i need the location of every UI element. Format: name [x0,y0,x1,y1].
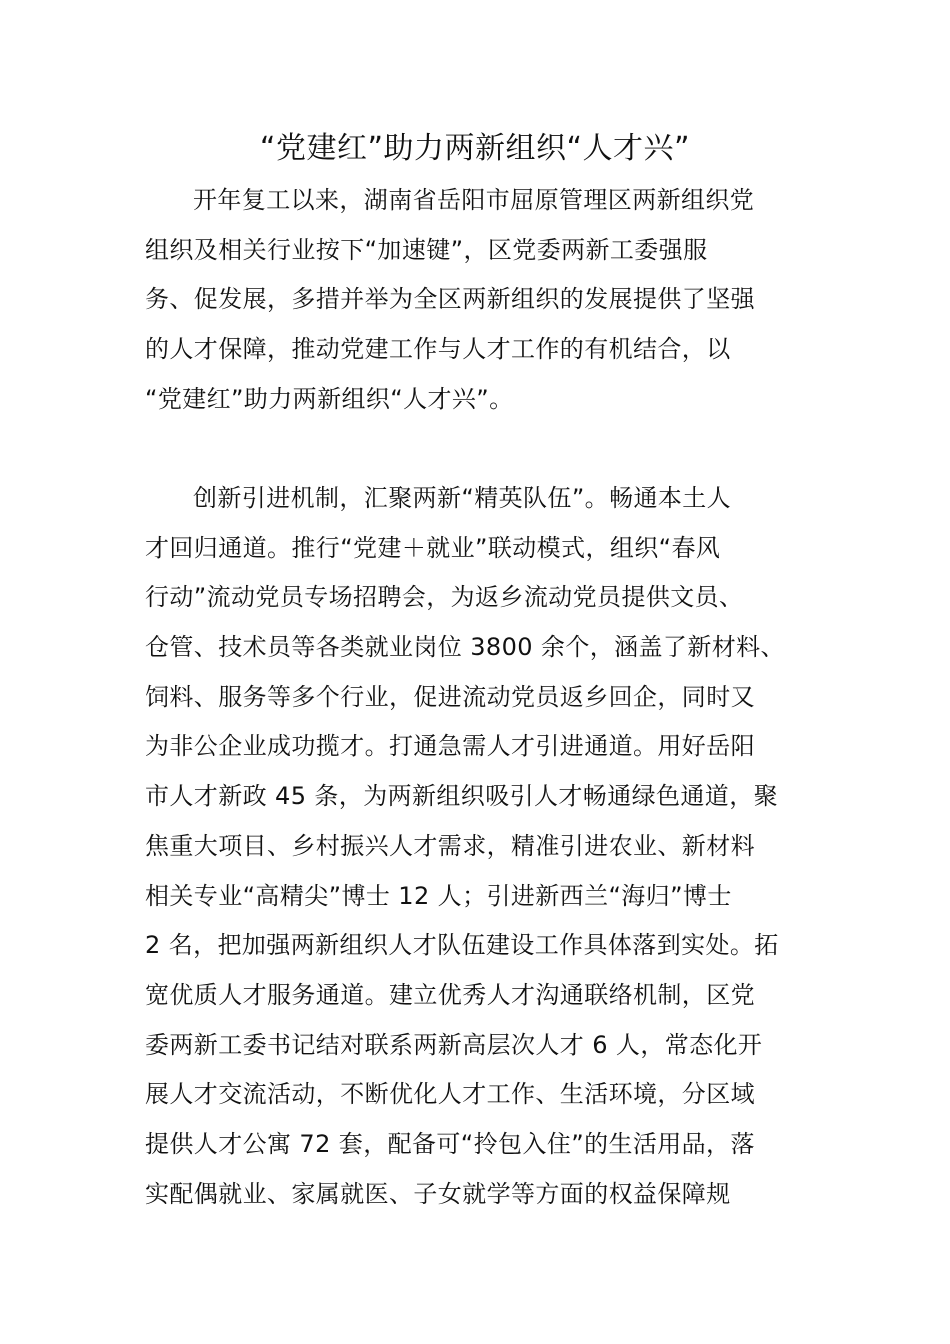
paragraph-line: 宽优质人才服务通道。建立优秀人才沟通联络机制，区党 [145,980,755,1009]
paragraph-line: 创新引进机制，汇聚两新“精英队伍”。畅通本土人 [193,484,732,512]
paragraph-line: 展人才交流活动，不断优化人才工作、生活环境，分区域 [145,1080,755,1109]
paragraph-line: 行动”流动党员专场招聘会，为返乡流动党员提供文员、 [145,583,744,612]
paragraph-line: 2 名，把加强两新组织人才队伍建设工作具体落到实处。拓 [145,931,779,960]
paragraph-line: 仓管、技术员等各类就业岗位 3800 余个，涵盖了新材料、 [145,633,785,662]
paragraph-line: 的人才保障，推动党建工作与人才工作的有机结合，以 [145,335,731,364]
paragraph-line: 提供人才公寓 72 套，配备可“拎包入住”的生活用品，落 [145,1129,755,1158]
paragraph-line: 为非公企业成功揽才。打通急需人才引进通道。用好岳阳 [145,732,755,761]
paragraph-line: 务、促发展，多措并举为全区两新组织的发展提供了坚强 [145,285,755,314]
paragraph-intro [145,176,807,424]
paragraph-talent-mechanism [145,474,807,1219]
paragraph-line: 焦重大项目、乡村振兴人才需求，精准引进农业、新材料 [145,831,755,860]
paragraph-line: 开年复工以来，湖南省岳阳市屈原管理区两新组织党 [193,186,755,214]
paragraph-line: 才回归通道。推行“党建＋就业”联动模式，组织“春风 [145,533,721,562]
paragraph-line: 相关专业“高精尖”博士 12 人；引进新西兰“海归”博士 [145,881,732,910]
paragraph-line: 实配偶就业、家属就医、子女就学等方面的权益保障规 [145,1179,731,1208]
document-title: “党建红”助力两新组织“人才兴” [259,131,691,166]
paragraph-line: 组织及相关行业按下“加速键”，区党委两新工委强服 [145,235,708,264]
paragraph-line: 饲料、服务等多个行业，促进流动党员返乡回企，同时又 [145,682,755,711]
paragraph-line: 委两新工委书记结对联系两新高层次人才 6 人，常态化开 [145,1030,763,1059]
paragraph-line: “党建红”助力两新组织“人才兴”。 [145,384,514,413]
paragraph-line: 市人才新政 45 条，为两新组织吸引人才畅通绿色通道，聚 [145,782,778,811]
